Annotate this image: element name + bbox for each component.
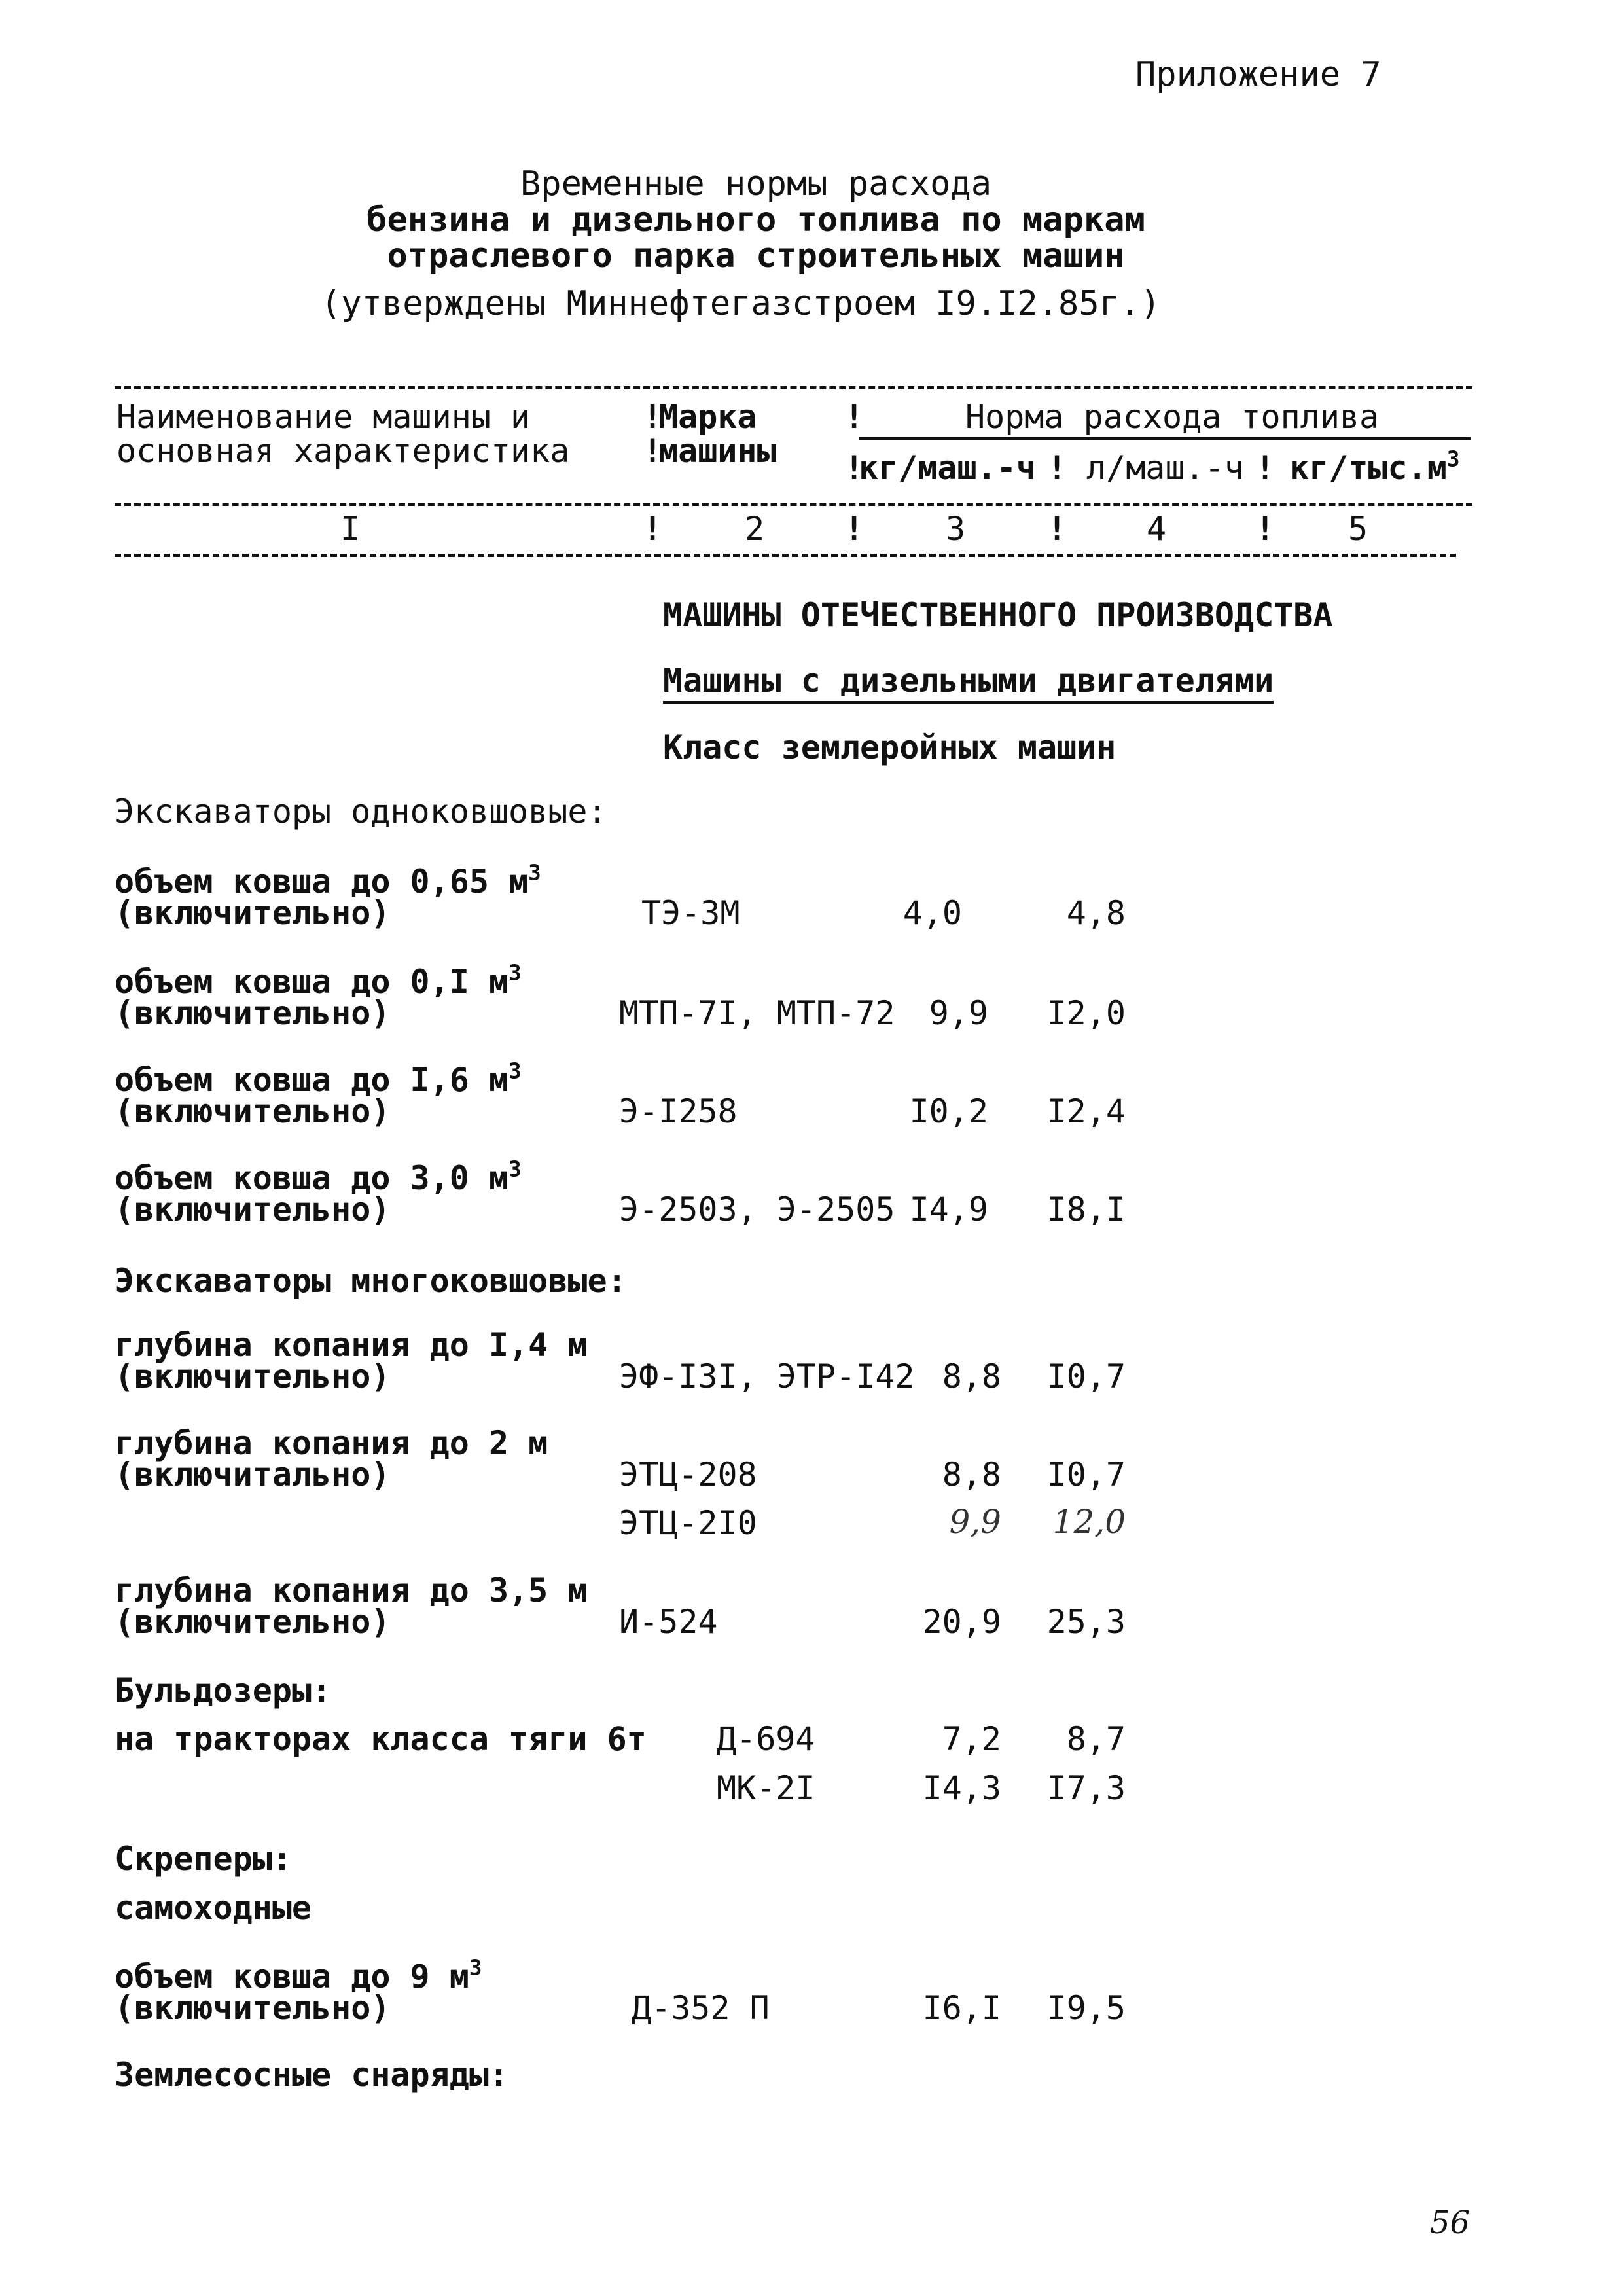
row-desc-line2: (включительно) bbox=[115, 994, 391, 1032]
title-line-1: Временные нормы расхода bbox=[520, 164, 992, 204]
row-model: ЭТЦ-208 bbox=[619, 1456, 757, 1494]
col-sep-marker: ! bbox=[1047, 510, 1067, 548]
section-earthmoving: Класс землеройных машин bbox=[663, 728, 1116, 766]
row-desc-line2: (включительно) bbox=[115, 894, 391, 932]
row-l: I2,0 bbox=[1046, 994, 1126, 1032]
row-model: Д-694 bbox=[717, 1720, 815, 1758]
row-desc-line2: (включительно) bbox=[115, 1092, 391, 1130]
row-l-secondary-handwritten: 12,0 bbox=[1052, 1503, 1126, 1541]
row-desc-line1: глубина копания до I,4 м bbox=[115, 1326, 588, 1364]
row-model: ЭФ-I3I, ЭТР-I42 bbox=[619, 1357, 915, 1395]
section-domestic: МАШИНЫ ОТЕЧЕСТВЕННОГО ПРОИЗВОДСТВА bbox=[663, 596, 1333, 634]
row-desc-line1: глубина копания до 2 м bbox=[115, 1424, 548, 1462]
row-l: 4,8 bbox=[1066, 894, 1126, 932]
row-desc-line1: объем ковша до 0,I $м^3$ bbox=[115, 960, 522, 1001]
row-kg: 4,0 bbox=[902, 894, 962, 932]
row-kg: 9,9 bbox=[929, 994, 988, 1032]
row-kg-secondary-handwritten: 9,9 bbox=[949, 1503, 1001, 1541]
col5-number: 5 bbox=[1348, 510, 1368, 548]
row-kg: I0,2 bbox=[909, 1092, 988, 1130]
row-kg: 8,8 bbox=[942, 1456, 1001, 1494]
page-number: 56 bbox=[1430, 2204, 1471, 2241]
row-desc-line2: (включительно) bbox=[115, 1357, 391, 1395]
row-desc-line1: на тракторах класса тяги 6т bbox=[115, 1720, 647, 1758]
row-model: МТП-7I, МТП-72 bbox=[619, 994, 895, 1032]
section-diesel: Машины с дизельными двигателями bbox=[663, 664, 1274, 704]
row-l-secondary: I7,3 bbox=[1046, 1769, 1126, 1807]
row-kg: 8,8 bbox=[942, 1357, 1001, 1395]
norm-group-header: Норма расхода топлива bbox=[965, 398, 1380, 436]
col2-number: 2 bbox=[745, 510, 765, 548]
row-model-secondary: ЭТЦ-2I0 bbox=[619, 1504, 757, 1542]
row-model: Э-I258 bbox=[619, 1092, 738, 1130]
col-sep-marker: ! bbox=[844, 398, 865, 436]
row-kg: 20,9 bbox=[922, 1603, 1001, 1641]
row-desc-line2: (включительно) bbox=[115, 1603, 391, 1641]
col4-number: 4 bbox=[1147, 510, 1167, 548]
col-sep-marker: ! bbox=[844, 510, 865, 548]
col-sep-marker: ! bbox=[1047, 449, 1067, 487]
col-sep-marker: ! bbox=[643, 398, 663, 436]
col3-header: кг/маш.-ч bbox=[859, 449, 1036, 487]
col1-header-line1: Наименование машины и bbox=[116, 398, 531, 436]
row-kg: 7,2 bbox=[942, 1720, 1001, 1758]
row-model-secondary: МК-2I bbox=[717, 1769, 815, 1807]
row-desc-line1: объем ковша до 9 $м^3$ bbox=[115, 1955, 482, 1996]
row-l: I0,7 bbox=[1046, 1456, 1126, 1494]
norm-group-rule bbox=[859, 437, 1471, 440]
row-desc-line2: (включительно) bbox=[115, 1191, 391, 1229]
row-desc-line1: объем ковша до I,6 $м^3$ bbox=[115, 1058, 522, 1099]
header-top-rule bbox=[115, 386, 1472, 389]
title-line-2: бензина и дизельного топлива по маркам bbox=[366, 200, 1145, 240]
col-sep-marker: ! bbox=[1255, 510, 1275, 548]
col4-header: л/маш.-ч bbox=[1086, 449, 1244, 487]
row-desc-line1: объем ковша до 0,65 $м^3$ bbox=[115, 860, 541, 901]
row-desc-line1: объем ковша до 3,0 $м^3$ bbox=[115, 1157, 522, 1197]
col-sep-marker: ! bbox=[844, 449, 865, 487]
row-l: I2,4 bbox=[1046, 1092, 1126, 1130]
col-sep-marker: ! bbox=[643, 510, 663, 548]
category-excav-multi: Экскаваторы многоковшовые: bbox=[115, 1262, 627, 1300]
row-desc-line2: (включительно) bbox=[115, 1989, 391, 2027]
row-l: I9,5 bbox=[1046, 1989, 1126, 2027]
row-model: И-524 bbox=[619, 1603, 718, 1641]
title-line-3: отраслевого парка строительных машин bbox=[387, 236, 1125, 276]
row-model: ТЭ-3М bbox=[641, 894, 740, 932]
category-scrapers: Скреперы: bbox=[115, 1840, 292, 1878]
approval-note: (утверждены Миннефтегазстроем I9.I2.85г.) bbox=[321, 284, 1161, 323]
col1-header-line2: основная характеристика bbox=[116, 432, 570, 470]
row-kg: I6,I bbox=[922, 1989, 1001, 2027]
row-desc-line1: глубина копания до 3,5 м bbox=[115, 1571, 588, 1609]
row-model: Э-2503, Э-2505 bbox=[619, 1191, 895, 1229]
col-sep-marker: ! bbox=[1255, 449, 1275, 487]
category-bulldozers: Бульдозеры: bbox=[115, 1672, 332, 1710]
row-desc-line2: (включитально) bbox=[115, 1456, 391, 1494]
col3-number: 3 bbox=[946, 510, 966, 548]
category-self-propelled: самоходные bbox=[115, 1889, 312, 1927]
appendix-label: Приложение 7 bbox=[1135, 55, 1382, 94]
row-l: I0,7 bbox=[1046, 1357, 1126, 1395]
header-mid-rule bbox=[115, 503, 1472, 506]
col2-header-line2: машины bbox=[658, 432, 777, 470]
row-kg-secondary: I4,3 bbox=[922, 1769, 1001, 1807]
col2-header-line1: Марка bbox=[658, 398, 757, 436]
row-model: Д-352 П bbox=[632, 1989, 770, 2027]
category-excav-single: Экскаваторы одноковшовые: bbox=[115, 793, 607, 831]
row-l: 25,3 bbox=[1046, 1603, 1126, 1641]
row-kg: I4,9 bbox=[909, 1191, 988, 1229]
header-bottom-rule bbox=[115, 554, 1456, 557]
col5-header: $кг/тыс.м^3$ bbox=[1289, 446, 1460, 487]
col1-number: I bbox=[340, 510, 361, 548]
row-l: 8,7 bbox=[1066, 1720, 1126, 1758]
col-sep-marker: ! bbox=[643, 432, 663, 470]
row-l: I8,I bbox=[1046, 1191, 1126, 1229]
category-dredgers: Землесосные снаряды: bbox=[115, 2056, 509, 2094]
